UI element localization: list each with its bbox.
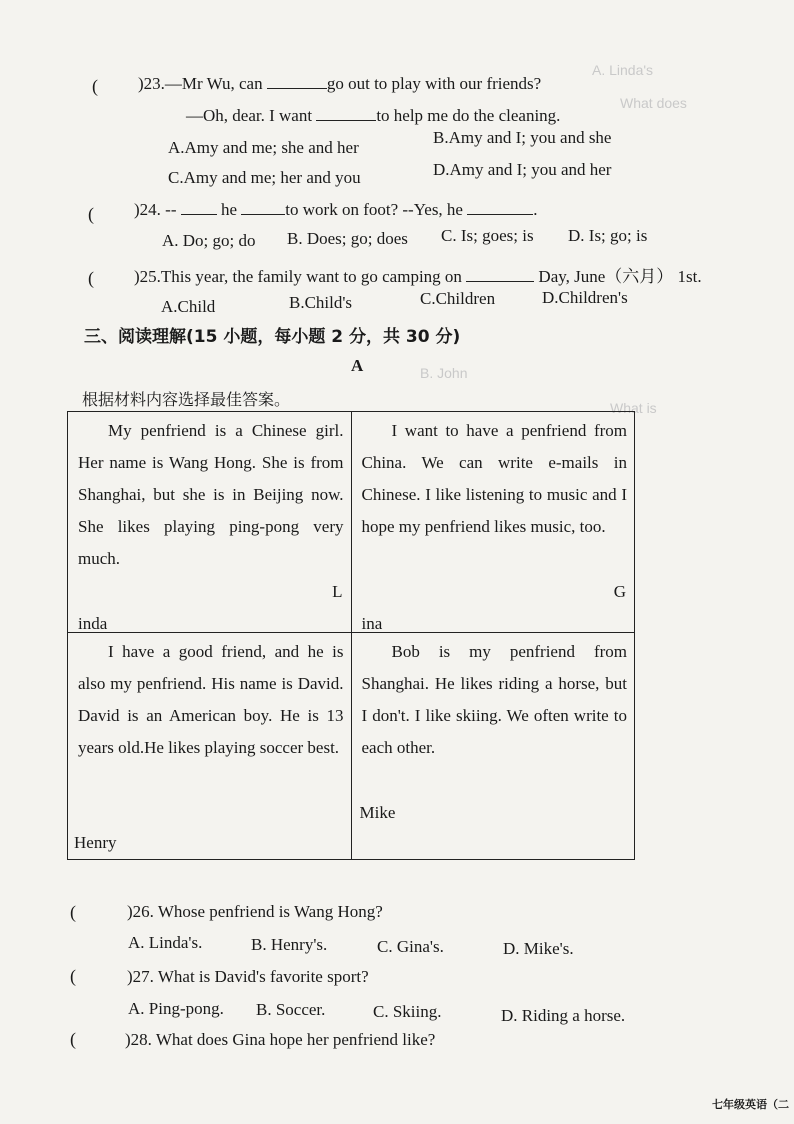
q24-blank-2[interactable] xyxy=(241,214,285,215)
q27-option-b[interactable]: B. Soccer. xyxy=(256,1000,326,1019)
passage-henry xyxy=(68,633,352,860)
q23-option-c[interactable]: C.Amy and me; her and you xyxy=(168,168,361,187)
passage-gina-sign-b: ina xyxy=(361,614,383,633)
q25-option-d[interactable]: D.Children's xyxy=(542,288,628,307)
q23-blank-2[interactable] xyxy=(316,120,376,121)
q23-option-a[interactable]: A.Amy and me; she and her xyxy=(168,138,359,157)
q24-he: he xyxy=(220,200,238,219)
passage-henry-sign: Henry xyxy=(74,833,117,852)
q24-option-b[interactable]: B. Does; go; does xyxy=(287,229,408,248)
bleed-through-text: A. Linda's xyxy=(592,62,654,78)
passage-mike-text: Bob is my penfriend from Shanghai. He likes riding a horse, but I don't. I like skiing. We often write to each other. xyxy=(361,642,627,757)
q23-stem-b: go out to play with our friends? xyxy=(326,74,542,93)
q23-reply-b: to help me do the cleaning. xyxy=(376,106,561,125)
q25-stem xyxy=(134,262,702,287)
q26-stem: )26. Whose penfriend is Wang Hong? xyxy=(127,902,383,921)
q24-paren: ( xyxy=(88,204,94,224)
q28-stem: )28. What does Gina hope her penfriend like? xyxy=(125,1030,436,1049)
q27-option-d[interactable]: D. Riding a horse. xyxy=(501,1006,626,1025)
q27-option-a[interactable]: A. Ping-pong. xyxy=(128,999,224,1018)
q23-option-d[interactable]: D.Amy and I; you and her xyxy=(433,160,612,179)
q26-option-c[interactable]: C. Gina's. xyxy=(377,937,444,956)
q24-end: . xyxy=(533,200,538,219)
part-label: A xyxy=(351,356,364,375)
q25-option-a[interactable]: A.Child xyxy=(161,297,216,316)
q26-option-a[interactable]: A. Linda's. xyxy=(128,933,203,952)
passage-gina-text: I want to have a penfriend from China. We can write e-mails in Chinese. I like listening to music and I hope my penfriend likes music, too. xyxy=(361,421,627,536)
bleed-through-text: What is xyxy=(610,400,657,416)
passage-linda-sign-b: inda xyxy=(78,614,108,633)
q24-to: to work on foot? --Yes, he xyxy=(285,200,463,219)
q24-option-a[interactable]: A. Do; go; do xyxy=(162,231,256,250)
section-title: 三、阅读理解(15 小题，每小题 2 分，共 30 分) xyxy=(84,327,461,347)
q23-number: )23. xyxy=(138,74,165,93)
q23-option-b[interactable]: B.Amy and I; you and she xyxy=(433,128,612,147)
q26-paren: ( xyxy=(70,902,76,922)
passage-linda-sign-a: L xyxy=(332,582,343,601)
q24-option-d[interactable]: D. Is; go; is xyxy=(568,226,648,245)
q25-paren: ( xyxy=(88,268,94,288)
bleed-through-text: What does xyxy=(620,95,687,111)
q28-paren: ( xyxy=(70,1029,76,1049)
q23-reply-a: —Oh, dear. I want xyxy=(186,106,313,125)
q27-stem: )27. What is David's favorite sport? xyxy=(127,967,369,986)
instruction: 根据材料内容选择最佳答案。 xyxy=(82,390,291,409)
q23-reply xyxy=(186,106,560,126)
q27-option-c[interactable]: C. Skiing. xyxy=(373,1002,442,1021)
q23-stem xyxy=(138,74,541,94)
q23-blank-1[interactable] xyxy=(267,88,327,89)
passage-mike xyxy=(351,633,635,860)
q25-number: )25. xyxy=(134,267,161,286)
q25-stem-a: This year, the family want to go camping on xyxy=(160,267,462,286)
passage-mike-sign: Mike xyxy=(359,803,396,822)
bleed-through-text: B. John xyxy=(420,365,468,381)
passage-linda xyxy=(68,412,352,633)
q26-option-d[interactable]: D. Mike's. xyxy=(503,939,574,958)
q27-paren: ( xyxy=(70,966,76,986)
q25-option-c[interactable]: C.Children xyxy=(420,289,496,308)
q24-blank-3[interactable] xyxy=(467,214,533,215)
q24-stem xyxy=(134,200,537,220)
q25-stem-b: Day, June（六月） 1st. xyxy=(538,267,702,286)
q24-option-c[interactable]: C. Is; goes; is xyxy=(441,226,534,245)
q26-option-b[interactable]: B. Henry's. xyxy=(251,935,328,954)
q24-blank-1[interactable] xyxy=(181,214,217,215)
passage-linda-text: My penfriend is a Chinese girl. Her name is Wang Hong. She is from Shanghai, but she is in Beijing now. She likes playing ping-pong very much. xyxy=(78,421,344,568)
passage-gina-sign-a: G xyxy=(613,582,626,601)
q25-option-b[interactable]: B.Child's xyxy=(289,293,353,312)
page-footer-label: 七年级英语（二 xyxy=(712,1098,789,1111)
q25-blank[interactable] xyxy=(466,281,534,282)
passage-gina xyxy=(351,412,635,633)
q23-paren: ( xyxy=(92,76,98,96)
passage-table xyxy=(67,411,635,860)
passage-henry-text: I have a good friend, and he is also my penfriend. His name is David. David is an American boy. He is 13 years old.He likes playing soccer best. xyxy=(78,642,344,757)
q23-stem-a: —Mr Wu, can xyxy=(164,74,263,93)
q24-number: )24. -- xyxy=(134,200,177,219)
